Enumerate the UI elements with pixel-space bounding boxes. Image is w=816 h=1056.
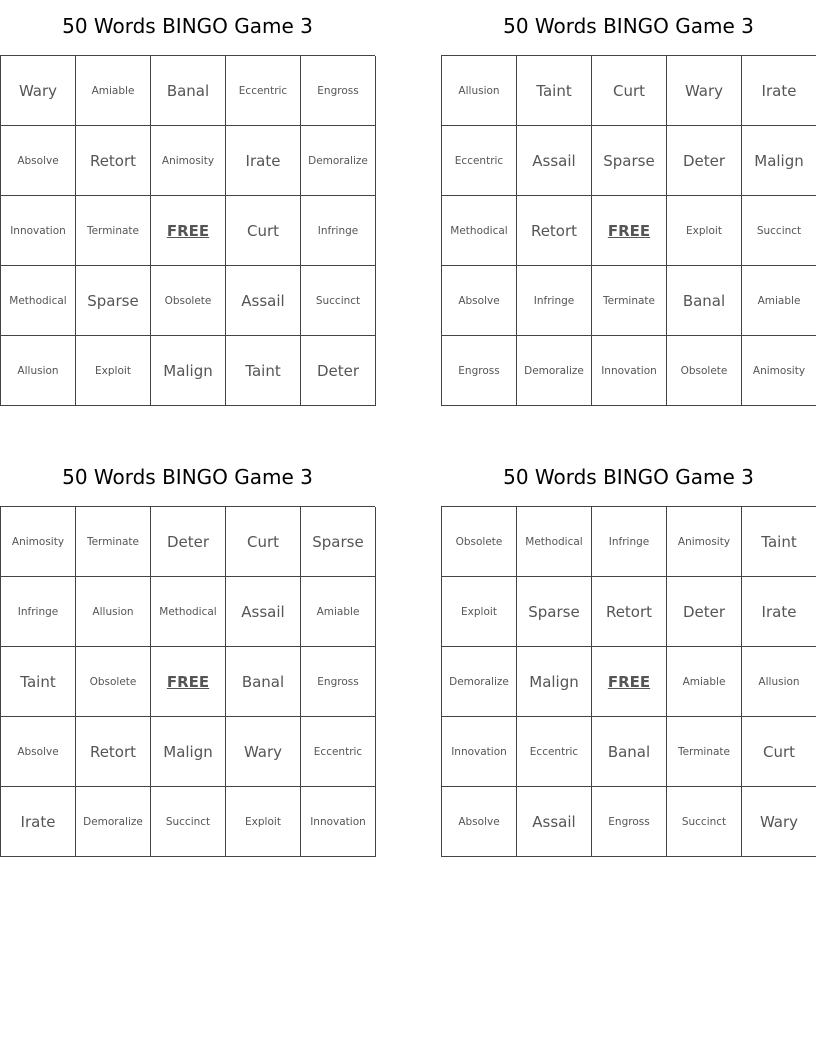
bingo-cell: Amiable — [76, 56, 151, 126]
bingo-cell: Animosity — [151, 126, 226, 196]
bingo-cell: Deter — [667, 126, 742, 196]
bingo-cell: Animosity — [1, 507, 76, 577]
card-title: 50 Words BINGO Game 3 — [503, 465, 754, 489]
bingo-cell: Retort — [76, 126, 151, 196]
bingo-grid — [0, 55, 375, 406]
bingo-cell: Curt — [226, 507, 301, 577]
bingo-cell: Curt — [742, 717, 816, 787]
bingo-cell: Obsolete — [76, 647, 151, 717]
bingo-cell: Sparse — [592, 126, 667, 196]
bingo-cell: Amiable — [667, 647, 742, 717]
bingo-cell: Banal — [592, 717, 667, 787]
bingo-cell: Absolve — [442, 787, 517, 857]
bingo-cell: Terminate — [667, 717, 742, 787]
bingo-cell: Innovation — [301, 787, 376, 857]
bingo-cell: Engross — [301, 647, 376, 717]
bingo-cell: Assail — [517, 126, 592, 196]
bingo-cell: Irate — [742, 577, 816, 647]
bingo-cell: Sparse — [301, 507, 376, 577]
bingo-cell: Absolve — [1, 717, 76, 787]
free-space: FREE — [151, 647, 226, 717]
bingo-cell: Methodical — [151, 577, 226, 647]
bingo-cell: Demoralize — [517, 336, 592, 406]
bingo-cell: Terminate — [76, 507, 151, 577]
bingo-cell: Taint — [742, 507, 816, 577]
bingo-cell: Methodical — [1, 266, 76, 336]
bingo-cell: Amiable — [742, 266, 816, 336]
bingo-cell: Animosity — [742, 336, 816, 406]
bingo-cell: Exploit — [442, 577, 517, 647]
card-title: 50 Words BINGO Game 3 — [62, 14, 313, 38]
bingo-cell: Assail — [226, 577, 301, 647]
bingo-cell: Innovation — [442, 717, 517, 787]
card-title: 50 Words BINGO Game 3 — [62, 465, 313, 489]
bingo-cell: Wary — [1, 56, 76, 126]
bingo-cell: Engross — [442, 336, 517, 406]
bingo-cell: Retort — [592, 577, 667, 647]
bingo-cell: Infringe — [301, 196, 376, 266]
bingo-cell: Succinct — [301, 266, 376, 336]
bingo-cell: Banal — [667, 266, 742, 336]
bingo-cell: Irate — [742, 56, 816, 126]
bingo-cell: Allusion — [442, 56, 517, 126]
free-space: FREE — [151, 196, 226, 266]
bingo-cell: Taint — [226, 336, 301, 406]
bingo-cell: Sparse — [517, 577, 592, 647]
bingo-cell: Demoralize — [442, 647, 517, 717]
bingo-cell: Engross — [301, 56, 376, 126]
bingo-cell: Irate — [226, 126, 301, 196]
bingo-cell: Wary — [667, 56, 742, 126]
bingo-cell: Deter — [301, 336, 376, 406]
bingo-cell: Eccentric — [226, 56, 301, 126]
bingo-cell: Animosity — [667, 507, 742, 577]
bingo-cell: Succinct — [667, 787, 742, 857]
bingo-cell: Exploit — [667, 196, 742, 266]
bingo-cell: Retort — [76, 717, 151, 787]
free-space: FREE — [592, 647, 667, 717]
bingo-cell: Demoralize — [301, 126, 376, 196]
bingo-cell: Curt — [226, 196, 301, 266]
bingo-cell: Malign — [742, 126, 816, 196]
bingo-cell: Curt — [592, 56, 667, 126]
bingo-cell: Methodical — [442, 196, 517, 266]
bingo-cell: Terminate — [592, 266, 667, 336]
bingo-cell: Absolve — [1, 126, 76, 196]
bingo-cell: Assail — [517, 787, 592, 857]
card-title: 50 Words BINGO Game 3 — [503, 14, 754, 38]
bingo-cell: Absolve — [442, 266, 517, 336]
bingo-cell: Allusion — [1, 336, 76, 406]
bingo-grid — [441, 55, 816, 406]
bingo-cell: Infringe — [592, 507, 667, 577]
bingo-cell: Eccentric — [301, 717, 376, 787]
bingo-cell: Terminate — [76, 196, 151, 266]
bingo-cell: Malign — [151, 336, 226, 406]
bingo-cell: Methodical — [517, 507, 592, 577]
bingo-cell: Exploit — [226, 787, 301, 857]
bingo-cell: Retort — [517, 196, 592, 266]
bingo-cell: Obsolete — [442, 507, 517, 577]
bingo-cell: Obsolete — [151, 266, 226, 336]
bingo-cell: Irate — [1, 787, 76, 857]
bingo-cell: Eccentric — [442, 126, 517, 196]
bingo-cell: Allusion — [76, 577, 151, 647]
bingo-cell: Deter — [151, 507, 226, 577]
bingo-cell: Innovation — [592, 336, 667, 406]
bingo-cell: Malign — [517, 647, 592, 717]
bingo-cell: Eccentric — [517, 717, 592, 787]
bingo-cell: Exploit — [76, 336, 151, 406]
bingo-cell: Demoralize — [76, 787, 151, 857]
bingo-cell: Infringe — [1, 577, 76, 647]
bingo-cell: Deter — [667, 577, 742, 647]
free-space: FREE — [592, 196, 667, 266]
bingo-cell: Taint — [1, 647, 76, 717]
bingo-cell: Banal — [226, 647, 301, 717]
bingo-cell: Infringe — [517, 266, 592, 336]
bingo-cell: Allusion — [742, 647, 816, 717]
bingo-cell: Taint — [517, 56, 592, 126]
bingo-grid — [441, 506, 816, 857]
bingo-cell: Sparse — [76, 266, 151, 336]
bingo-cell: Malign — [151, 717, 226, 787]
bingo-cell: Banal — [151, 56, 226, 126]
bingo-cell: Succinct — [742, 196, 816, 266]
bingo-grid — [0, 506, 375, 857]
bingo-cell: Wary — [742, 787, 816, 857]
bingo-cell: Amiable — [301, 577, 376, 647]
bingo-cell: Succinct — [151, 787, 226, 857]
bingo-cell: Wary — [226, 717, 301, 787]
bingo-cell: Obsolete — [667, 336, 742, 406]
bingo-cell: Assail — [226, 266, 301, 336]
bingo-cell: Innovation — [1, 196, 76, 266]
bingo-cell: Engross — [592, 787, 667, 857]
